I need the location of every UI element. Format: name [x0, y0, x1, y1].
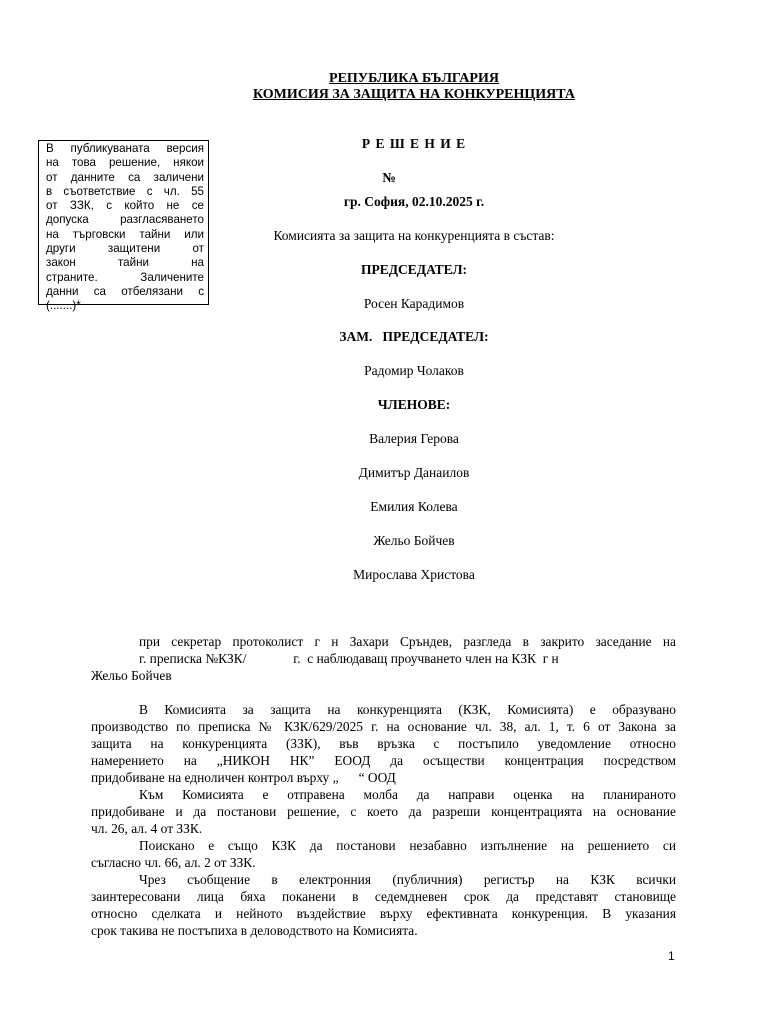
member-name: Валерия Герова: [369, 431, 459, 446]
notice-line: (.......)*: [46, 299, 81, 313]
deputy-chair-name: Радомир Чолаков: [364, 363, 464, 378]
decision-number: №: [382, 170, 396, 185]
page-number: 1: [668, 949, 675, 963]
paragraph-line: В Комисията за защита на конкуренцията (КЗК, Комисията) е образувано: [139, 702, 676, 717]
paragraph-line: Към Комисията е отправена молба да направи оценка на планираното: [139, 787, 676, 802]
deputy-chair-label: ЗАМ. ПРЕДСЕДАТЕЛ:: [339, 329, 489, 344]
composition-text: Комисията за защита на конкуренцията в състав:: [273, 228, 555, 243]
proceedings-paragraph: [91, 701, 676, 786]
execution-paragraph: [91, 837, 676, 871]
member-name: Мирослава Христова: [353, 567, 475, 582]
notice-line: закон тайни на: [46, 256, 204, 270]
paragraph-line: заинтересовани лица бяха поканени в седемдневен срок да представят становище: [91, 889, 676, 904]
chair-name: Росен Карадимов: [363, 296, 465, 311]
notice-line: на това решение, някои: [46, 156, 204, 170]
intro-paragraph: [91, 633, 676, 684]
paragraph-line: съгласно чл. 66, ал. 2 от ЗЗК.: [91, 855, 256, 870]
paragraph-line: намерението на „НИКОН НК” ЕООД да осъществи концентрация посредством: [91, 753, 676, 768]
notice-line: други защитени от: [46, 242, 204, 256]
notice-line: В публикуваната версия: [46, 142, 204, 155]
request-paragraph: [91, 786, 676, 837]
member-name: Димитър Данаилов: [358, 465, 470, 480]
notice-line: данни са отбелязани с: [46, 284, 204, 298]
member-name: Емилия Колева: [370, 499, 458, 514]
paragraph-line: придобиване на едноличен контрол върху „ “ ООД: [91, 770, 396, 785]
members-label: ЧЛЕНОВЕ:: [377, 397, 451, 412]
paragraph-line: производство по преписка № КЗК/629/2025 г. на основание чл. 38, ал. 1, т. 6 от Закона за: [91, 719, 676, 734]
notice-line: от ЗЗК, с който не се: [46, 199, 204, 213]
paragraph-line: при секретар протоколист г н Захари Сръндев, разгледа в закрито заседание на: [139, 634, 676, 649]
decision-title: Р Е Ш Е Н И Е: [361, 136, 467, 151]
paragraph-line: срок такива не постъпиха в деловодството на Комисията.: [91, 923, 418, 938]
notice-line: страните. Заличените: [46, 270, 204, 284]
chair-label: ПРЕДСЕДАТЕЛ:: [360, 262, 468, 277]
paragraph-line: чл. 26, ал. 4 от ЗЗК.: [91, 821, 203, 836]
register-paragraph: [91, 871, 676, 939]
paragraph-line: Чрез съобщение в електронния (публичния) регистър на КЗК всички: [139, 872, 676, 887]
paragraph-line: защита на конкуренцията (ЗЗК), във връзка с постъпило уведомление относно: [91, 736, 676, 751]
notice-line: допуска разгласяването: [46, 213, 204, 227]
paragraph-line: относно сделката и нейното въздействие върху ефективната конкуренция. В указания: [91, 906, 676, 921]
notice-line: в съответствие с чл. 55: [46, 184, 204, 198]
notice-line: на търговски тайни или: [46, 227, 204, 241]
paragraph-line: придобиване и да постанови решение, с което да разреши концентрацията на основание: [91, 804, 676, 819]
paragraph-line: г. преписка №КЗК/ г. с наблюдаващ проучването член на КЗК г н: [139, 651, 559, 666]
notice-line: от данните са заличени: [46, 170, 204, 184]
paragraph-line: Поискано е също КЗК да постанови незабавно изпълнение на решението си: [139, 838, 676, 853]
decision-place-date: гр. София, 02.10.2025 г.: [343, 194, 485, 209]
header-country: РЕПУБЛИКА БЪЛГАРИЯ: [329, 71, 499, 86]
member-name: Жельо Бойчев: [373, 533, 455, 548]
redaction-notice-box: [38, 140, 209, 313]
paragraph-line: Жельо Бойчев: [91, 668, 172, 683]
header-commission: КОМИСИЯ ЗА ЗАЩИТА НА КОНКУРЕНЦИЯТА: [252, 87, 576, 102]
